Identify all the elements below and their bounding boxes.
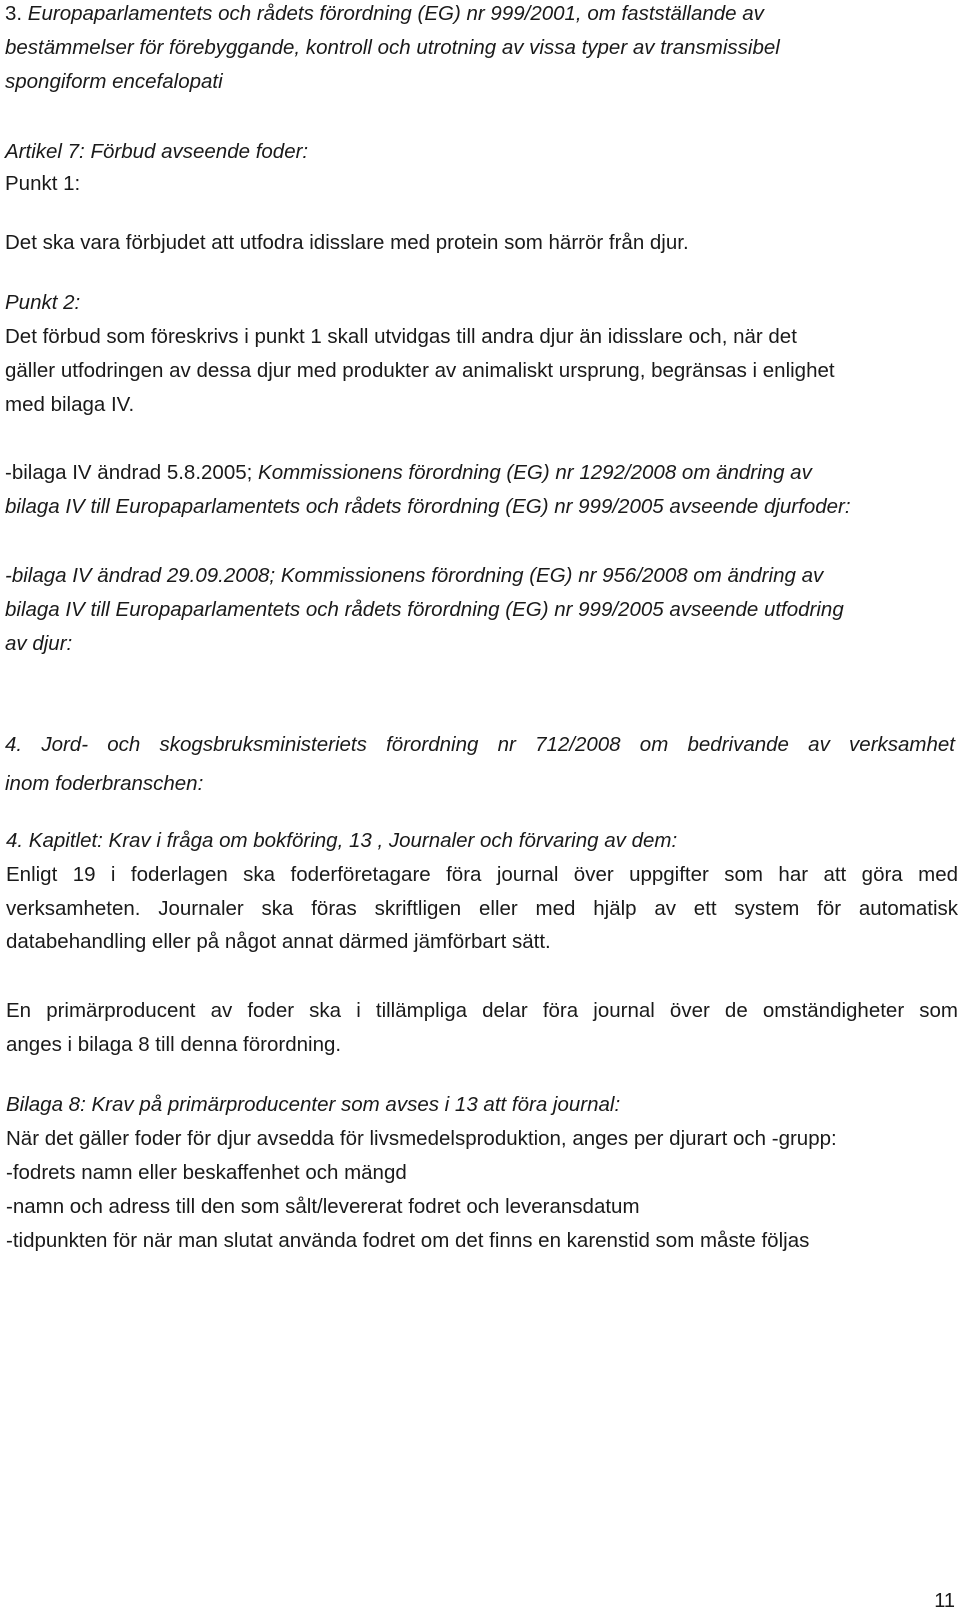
bilaga-8-item-3: -tidpunkten för när man slutat använda fodret om det finns en karenstid som måste följas	[6, 1229, 810, 1252]
punkt-2-line-3: med bilaga IV.	[5, 393, 135, 416]
punkt-2-label: Punkt 2:	[5, 291, 81, 314]
amendment-2-line-1	[5, 566, 823, 587]
punkt-2-line-1: Det förbud som föreskrivs i punkt 1 skall utvidgas till andra djur än idisslare och, när det	[5, 325, 797, 348]
paragraph-1-line-2: verksamheten. Journaler ska föras skriftligen eller med hjälp av ett system för automatisk	[6, 897, 958, 920]
amendment-1-title: Kommissionens förordning (EG) nr 1292/2008 om ändring av	[258, 461, 812, 484]
section-3-heading-line-1	[5, 4, 764, 25]
bilaga-8-intro: När det gäller foder för djur avsedda för livsmedelsproduktion, anges per djurart och -grupp:	[6, 1127, 837, 1150]
section-3-heading-line-2: bestämmelser för förebyggande, kontroll och utrotning av vissa typer av transmissibel	[5, 36, 780, 59]
paragraph-1-line-3: databehandling eller på något annat därmed jämförbart sätt.	[6, 930, 551, 953]
bilaga-8-heading: Bilaga 8: Krav på primärproducenter som avses i 13 att föra journal:	[6, 1093, 621, 1116]
amendment-2-title: Kommissionens förordning (EG) nr 956/2008 om ändring av	[280, 564, 824, 587]
bilaga-8-item-1: -fodrets namn eller beskaffenhet och mängd	[6, 1161, 407, 1184]
punkt-1-text: Det ska vara förbjudet att utfodra idisslare med protein som härrör från djur.	[5, 231, 689, 254]
amendment-2-prefix: -bilaga IV ändrad 29.09.2008;	[5, 564, 281, 587]
punkt-1-label: Punkt 1:	[5, 172, 81, 195]
paragraph-2-line-1: En primärproducent av foder ska i tillämpliga delar föra journal över de omständigheter som	[6, 999, 958, 1022]
page-number: 11	[934, 1590, 955, 1612]
section-3-heading-text: Europaparlamentets och rådets förordning (EG) nr 999/2001, om fastställande av	[27, 2, 764, 25]
section-3-heading-line-3: spongiform encefalopati	[5, 70, 223, 93]
amendment-2-line-3: av djur:	[5, 632, 73, 655]
section-3-number: 3.	[5, 2, 28, 25]
section-4-heading-line-1: 4. Jord- och skogsbruksministeriets förordning nr 712/2008 om bedrivande av verksamhet	[5, 733, 955, 756]
article-7-heading: Artikel 7: Förbud avseende foder:	[5, 140, 309, 163]
paragraph-1-line-1: Enligt 19 i foderlagen ska foderföretagare föra journal över uppgifter som har att göra med	[6, 863, 958, 886]
bilaga-8-item-2: -namn och adress till den som sålt/levererat fodret och leveransdatum	[6, 1195, 640, 1218]
paragraph-2-line-2: anges i bilaga 8 till denna förordning.	[6, 1033, 342, 1056]
section-4-heading-line-2: inom foderbranschen:	[5, 772, 204, 795]
amendment-1-line-2: bilaga IV till Europaparlamentets och rådets förordning (EG) nr 999/2005 avseende djurfoder:	[5, 495, 851, 518]
punkt-2-line-2: gäller utfodringen av dessa djur med produkter av animaliskt ursprung, begränsas i enlighet	[5, 359, 835, 382]
amendment-1-line-1	[5, 463, 812, 484]
chapter-4-heading: 4. Kapitlet: Krav i fråga om bokföring, 13 , Journaler och förvaring av dem:	[6, 829, 678, 852]
amendment-1-prefix: -bilaga IV ändrad 5.8.2005;	[5, 461, 259, 484]
amendment-2-line-2: bilaga IV till Europaparlamentets och rådets förordning (EG) nr 999/2005 avseende utfodring	[5, 598, 844, 621]
